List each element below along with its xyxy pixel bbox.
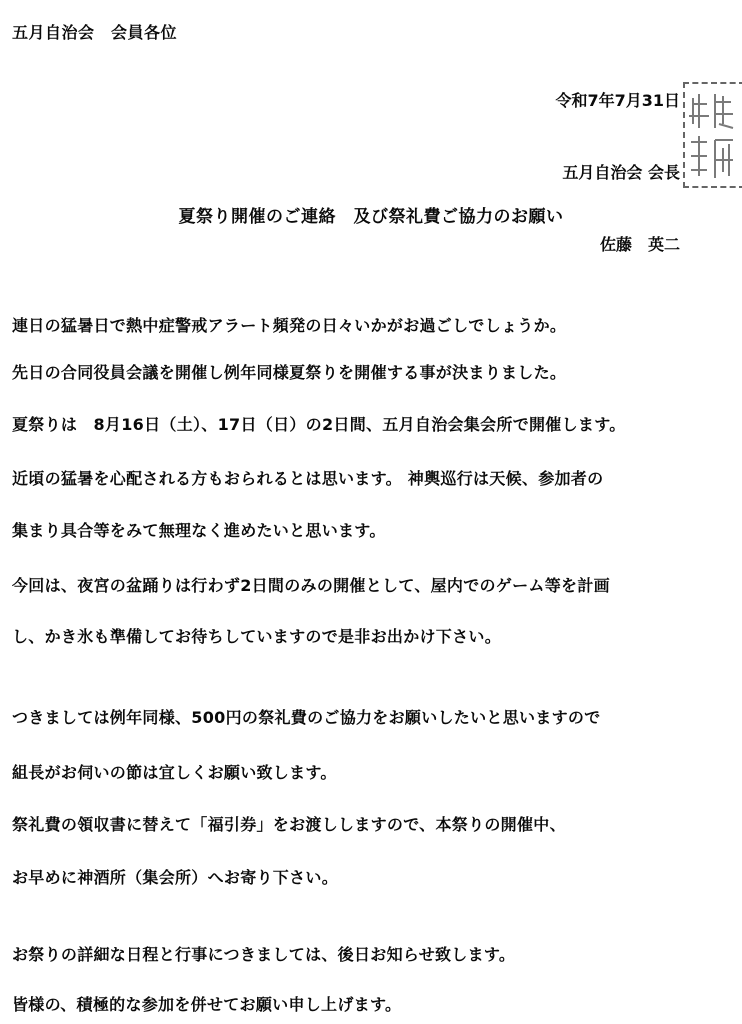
body-line: お早めに神酒所（集会所）へお寄り下さい。 xyxy=(12,868,339,887)
document-title: 夏祭り開催のご連絡 及び祭礼費ご協力のお願い xyxy=(178,207,564,227)
body-line: 組長がお伺いの節は宜しくお願い致します。 xyxy=(12,763,337,782)
body-line: し、かき氷も準備してお待ちしていますので是非お出かけ下さい。 xyxy=(12,627,502,646)
addressee: 五月自治会 会員各位 xyxy=(12,23,178,42)
body-line: 夏祭りは 8月16日（土）、17日（日）の2日間、五月自治会集会所で開催します。 xyxy=(12,415,626,434)
body-line: 近頃の猛暑を心配される方もおられるとは思います。 神輿巡行は天候、参加者の xyxy=(12,469,604,488)
sender-organization: 五月自治会 会長 xyxy=(562,163,680,182)
body-line: つきましては例年同様、500円の祭礼費のご協力をお願いしたいと思いますので xyxy=(12,708,601,727)
body-line: 皆様の、積極的な参加を併せてお願い申し上げます。 xyxy=(12,995,402,1014)
body-line: 今回は、夜宮の盆踊りは行わず2日間のみの開催として、屋内でのゲーム等を計画 xyxy=(12,576,610,595)
sender-name: 佐藤 英二 xyxy=(599,235,680,254)
body-line: 連日の猛暑日で熱中症警戒アラート頻発の日々いかがお過ごしでしょうか。 xyxy=(12,316,567,335)
hanko-stamp-icon xyxy=(683,82,742,188)
document-date: 令和7年7月31日 xyxy=(555,91,680,110)
sender-block xyxy=(555,41,680,305)
body-line: 先日の合同役員会議を開催し例年同様夏祭りを開催する事が決まりました。 xyxy=(12,363,567,382)
body-line: 集まり具合等をみて無理なく進めたいと思います。 xyxy=(12,521,386,540)
body-line: お祭りの詳細な日程と行事につきましては、後日お知らせ致します。 xyxy=(12,945,516,964)
body-line: 祭礼費の領収書に替えて「福引券」をお渡ししますので、本祭りの開催中、 xyxy=(12,815,566,834)
